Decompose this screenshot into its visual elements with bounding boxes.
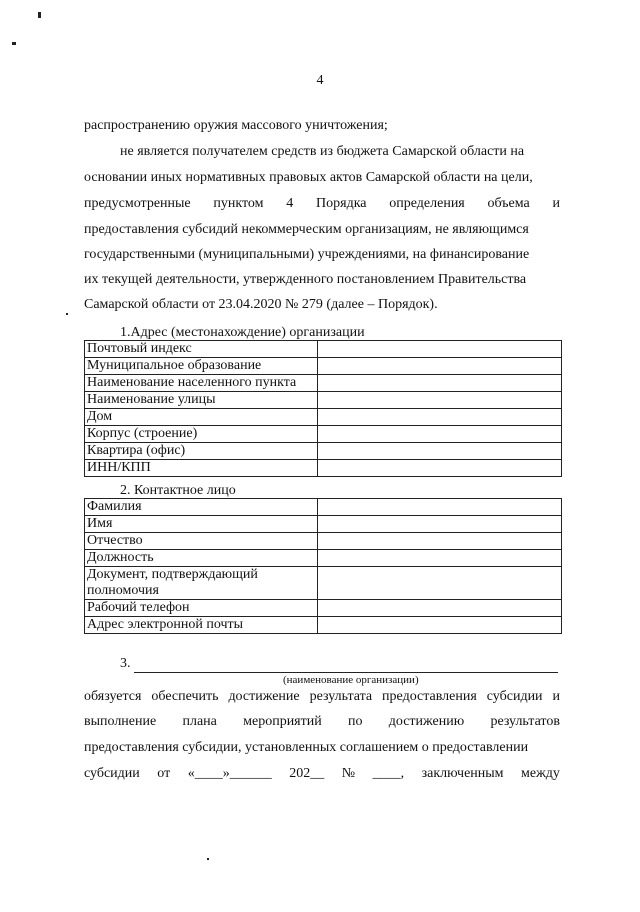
scan-mark	[207, 858, 209, 860]
section-title-contact: 2. Контактное лицо	[120, 483, 236, 498]
row-label: Должность	[85, 550, 318, 567]
word: и	[552, 196, 560, 211]
row-label: Почтовый индекс	[85, 341, 318, 358]
word: пунктом	[213, 196, 264, 211]
scan-mark	[38, 12, 41, 18]
row-label: Имя	[85, 516, 318, 533]
text-line: предоставления субсидий некоммерческим организациям, не являющимся	[84, 222, 529, 237]
row-label: Документ, подтверждающий полномочия	[85, 567, 318, 600]
table-row	[85, 567, 562, 600]
organization-name-blank[interactable]	[134, 660, 558, 673]
row-value-field[interactable]	[318, 516, 562, 533]
row-value-field[interactable]	[318, 375, 562, 392]
word: Порядка	[316, 196, 367, 211]
word: достижение	[228, 689, 300, 704]
table-row	[85, 550, 562, 567]
row-label: Дом	[85, 409, 318, 426]
row-value-field[interactable]	[318, 499, 562, 516]
text-line: их текущей деятельности, утвержденного постановлением Правительства	[84, 272, 527, 287]
word: 4	[286, 196, 294, 211]
word: мероприятий	[243, 714, 322, 729]
text-line-justified	[84, 766, 560, 782]
text-line: предоставления субсидии, установленных соглашением о предоставлении	[84, 740, 529, 755]
word: и	[552, 689, 560, 704]
row-label: Квартира (офис)	[85, 443, 318, 460]
text-line: государственными (муниципальными) учреждениями, на финансирование	[84, 247, 530, 262]
number-blank[interactable]: ____,	[372, 766, 405, 781]
address-table	[84, 340, 562, 477]
table-row	[85, 516, 562, 533]
word: субсидии	[84, 766, 140, 781]
word: объема	[487, 196, 530, 211]
row-label: Фамилия	[85, 499, 318, 516]
row-value-field[interactable]	[318, 341, 562, 358]
row-value-field[interactable]	[318, 426, 562, 443]
word: обеспечить	[151, 689, 219, 704]
word: по	[347, 714, 363, 729]
word: определения	[389, 196, 465, 211]
word: №	[341, 766, 356, 781]
table-row	[85, 443, 562, 460]
row-label: Рабочий телефон	[85, 600, 318, 617]
section-number: 3.	[120, 656, 131, 671]
word: результата	[309, 689, 373, 704]
row-value-field[interactable]	[318, 550, 562, 567]
row-value-field[interactable]	[318, 358, 562, 375]
table-row	[85, 375, 562, 392]
text-line-justified	[84, 714, 560, 730]
row-label: Адрес электронной почты	[85, 617, 318, 634]
text-line: распространению оружия массового уничтожения;	[84, 118, 388, 133]
table-row	[85, 600, 562, 617]
row-value-field[interactable]	[318, 409, 562, 426]
word: достижению	[388, 714, 465, 729]
row-label: Отчество	[85, 533, 318, 550]
row-value-field[interactable]	[318, 460, 562, 477]
row-value-field[interactable]	[318, 617, 562, 634]
table-row	[85, 533, 562, 550]
word: предоставления	[382, 689, 477, 704]
table-row	[85, 358, 562, 375]
table-row	[85, 341, 562, 358]
word: предусмотренные	[84, 196, 191, 211]
word: субсидии	[486, 689, 543, 704]
row-label: Наименование населенного пункта	[85, 375, 318, 392]
row-label: Наименование улицы	[85, 392, 318, 409]
row-label: Корпус (строение)	[85, 426, 318, 443]
word: заключенным	[421, 766, 504, 781]
table-row	[85, 460, 562, 477]
contact-table	[84, 498, 562, 634]
row-value-field[interactable]	[318, 533, 562, 550]
table-row	[85, 617, 562, 634]
page-number: 4	[316, 73, 324, 88]
word: от	[157, 766, 171, 781]
text-line-justified	[84, 689, 560, 705]
row-value-field[interactable]	[318, 600, 562, 617]
word: выполнение	[84, 714, 157, 729]
word: обязуется	[84, 689, 142, 704]
date-blank[interactable]: «____»______	[187, 766, 272, 781]
row-label: ИНН/КПП	[85, 460, 318, 477]
table-row	[85, 426, 562, 443]
text-line-justified	[84, 196, 560, 212]
table-row	[85, 392, 562, 409]
row-value-field[interactable]	[318, 392, 562, 409]
scan-mark	[66, 313, 68, 315]
row-value-field[interactable]	[318, 567, 562, 600]
organization-name-caption: (наименование организации)	[283, 674, 419, 686]
word: между	[521, 766, 560, 781]
table-row	[85, 409, 562, 426]
row-label: Муниципальное образование	[85, 358, 318, 375]
scan-mark	[12, 42, 16, 45]
text-line: Самарской области от 23.04.2020 № 279 (далее – Порядок).	[84, 297, 438, 312]
text-line: основании иных нормативных правовых актов Самарской области на цели,	[84, 170, 533, 185]
row-value-field[interactable]	[318, 443, 562, 460]
text-line: не является получателем средств из бюджета Самарской области на	[120, 144, 525, 159]
word: результатов	[490, 714, 560, 729]
word: плана	[182, 714, 217, 729]
year-blank[interactable]: 202__	[289, 766, 325, 781]
section-title-address: 1.Адрес (местонахождение) организации	[120, 325, 365, 340]
table-row	[85, 499, 562, 516]
